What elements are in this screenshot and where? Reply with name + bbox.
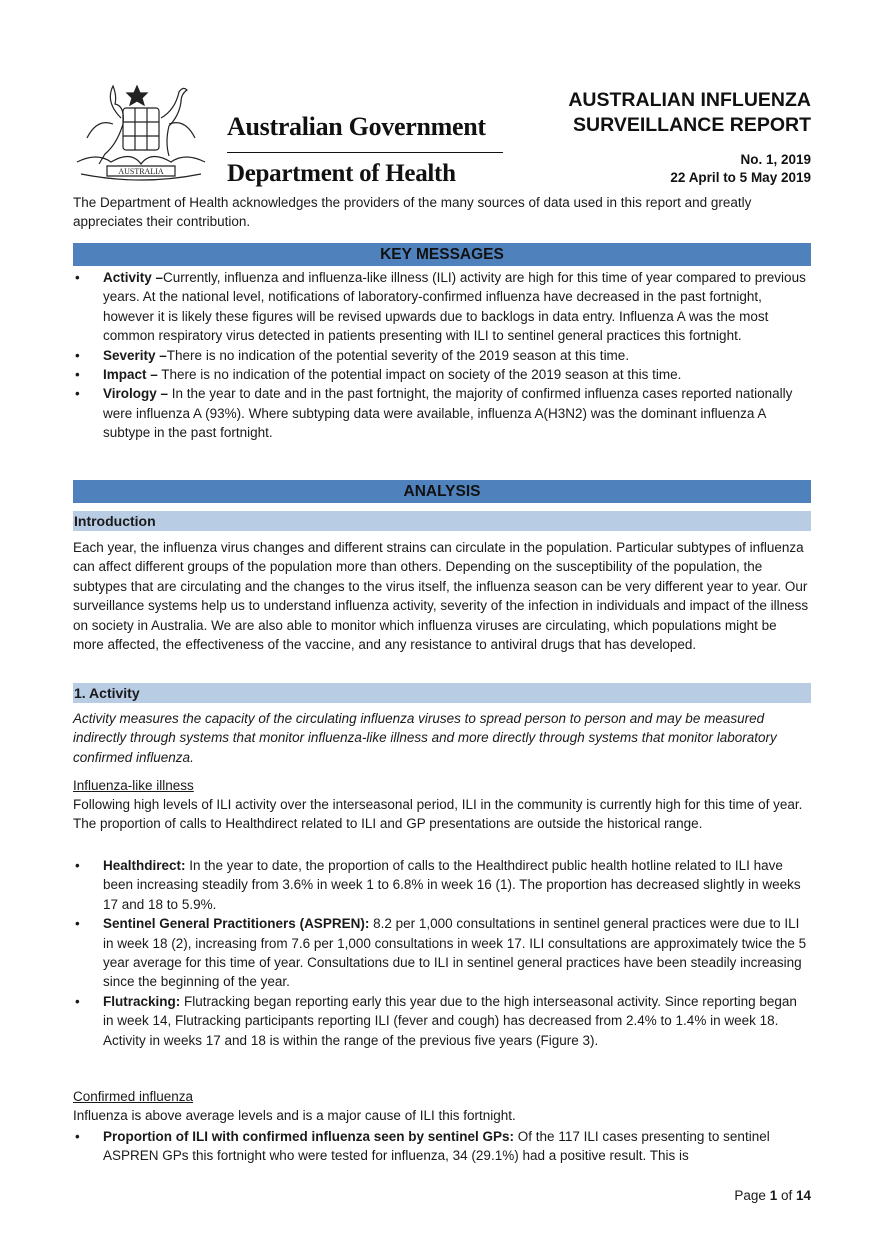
list-item: • Activity –Currently, influenza and influenza-like illness (ILI) activity are high for this time of year compared to previous years. At the national level, notifications of laboratory-confirmed influenza have decreased in the past fortnight, however it is likely these figures will be revised upwards due to backlogs in data entry. Influenza A was the most common respiratory virus detected in patients presenting with ILI to sentinel general practices this fortnight.: [73, 268, 811, 346]
government-name: Australian Government: [227, 112, 486, 141]
activity-heading: 1. Activity: [73, 683, 811, 703]
key-messages-list: [73, 268, 811, 443]
department-name: Department of Health: [227, 160, 456, 187]
activity-text: Activity measures the capacity of the circulating influenza viruses to spread person to person and may be measured indirectly through systems that monitor influenza-like illness and more directly through systems that monitor laboratory confirmed influenza.: [73, 711, 777, 765]
list-item: • Virology – In the year to date and in the past fortnight, the majority of confirmed influenza cases reported nationally were influenza A (93%). Where subtyping data were available, influenza A(H3N2) was the dominant influenza A subtype in the past fortnight.: [73, 384, 811, 442]
list-item: • Healthdirect: In the year to date, the proportion of calls to the Healthdirect public health hotline related to ILI have been increasing steadily from 3.6% in week 1 to 6.8% in week 16 (1). The proportion has decreased slightly in weeks 17 and 18 to 5.9%.: [73, 856, 811, 914]
confirmed-text: Influenza is above average levels and is a major cause of ILI this fortnight.: [73, 1108, 516, 1123]
key-messages-heading: KEY MESSAGES: [73, 243, 811, 266]
list-item: • Sentinel General Practitioners (ASPREN): 8.2 per 1,000 consultations in sentinel general practices were due to ILI in week 18 (2), increasing from 7.6 per 1,000 consultations in week 17. ILI consultations are approximately twice the 5 year average for this time of year. Consultations due to ILI in sentinel general practices have been steadily increasing since the beginning of the year.: [73, 914, 811, 992]
ili-list: [73, 856, 811, 1050]
report-header: [73, 78, 811, 190]
list-item: • Proportion of ILI with confirmed influenza seen by sentinel GPs: Of the 117 ILI cases presenting to sentinel ASPREN GPs this fortnight who were tested for influenza, 34 (29.1%) had a positive result. This is: [73, 1127, 811, 1166]
coat-of-arms-icon: [67, 78, 215, 190]
svg-text:AUSTRALIA: AUSTRALIA: [118, 167, 164, 176]
page-number: Page 1 of 14: [734, 1188, 811, 1203]
introduction-heading: Introduction: [73, 511, 811, 531]
confirmed-list: [73, 1127, 811, 1166]
list-item: • Impact – There is no indication of the potential impact on society of the 2019 season at this time.: [73, 365, 811, 384]
list-item: • Flutracking: Flutracking began reporting early this year due to the high interseasonal activity. Since reporting began in week 14, Flutracking participants reporting ILI (fever and cough) has decreased from 2.4% to 1.4% in week 18. Activity in weeks 17 and 18 is within the range of the previous five years (Figure 3).: [73, 992, 811, 1050]
confirmed-heading: Confirmed influenza: [73, 1089, 194, 1104]
report-issue: No. 1, 2019 22 April to 5 May 2019: [670, 152, 811, 185]
ili-heading: Influenza-like illness: [73, 778, 194, 793]
analysis-heading: ANALYSIS: [73, 480, 811, 503]
introduction-text: Each year, the influenza virus changes and different strains can circulate in the population. Particular subtypes of influenza can affect different groups of the population more than others. Depending on the susceptibility of the population, the subtypes that are circulating and the changes to the virus itself, the influenza season can be very different year to year. Our surveillance systems help us to understand influenza activity, severity of the infection in individuals and impact of the illness on society in Australia. We are also able to monitor which influenza viruses are circulating, which populations might be more affected, the effectiveness of the vaccine, and any resistance to antiviral drugs that has developed.: [73, 540, 809, 653]
ili-text: Following high levels of ILI activity over the interseasonal period, ILI in the community is currently high for this time of year. The proportion of calls to Healthdirect related to ILI and GP presentations are outside the historical range.: [73, 797, 803, 832]
report-title: AUSTRALIAN INFLUENZA SURVEILLANCE REPORT: [568, 89, 811, 136]
acknowledgement: The Department of Health acknowledges the providers of the many sources of data used in this report and greatly appreciates their contribution.: [73, 195, 752, 230]
list-item: • Severity –There is no indication of the potential severity of the 2019 season at this time.: [73, 346, 811, 365]
header-divider: [227, 152, 503, 153]
